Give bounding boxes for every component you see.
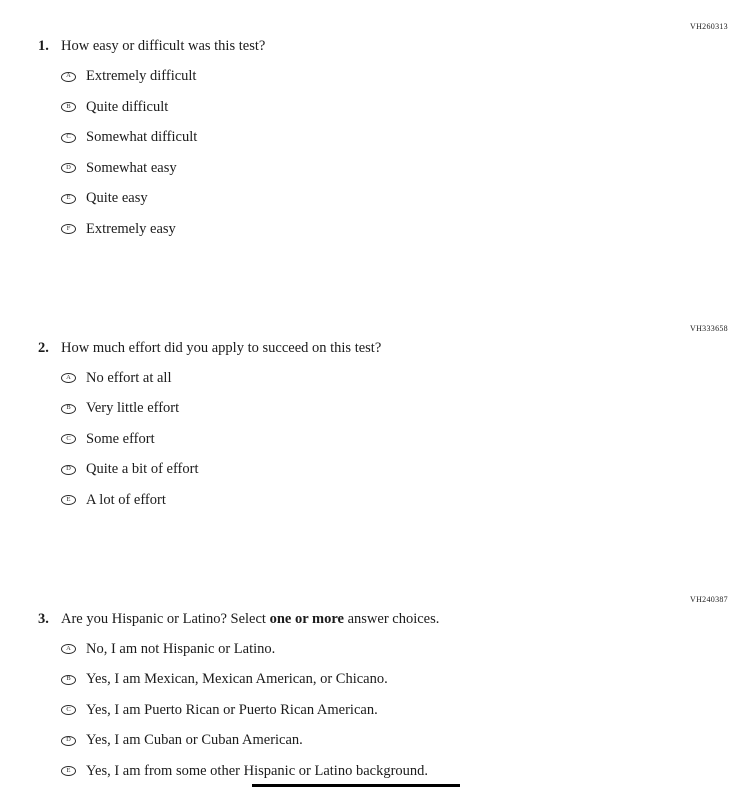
answer-bubble-icon[interactable]: A	[61, 72, 76, 82]
options-list	[61, 370, 728, 509]
answer-bubble-icon[interactable]: B	[61, 675, 76, 685]
answer-bubble-icon[interactable]: D	[61, 736, 76, 746]
answer-bubble-icon[interactable]: B	[61, 102, 76, 112]
answer-option[interactable]	[61, 431, 728, 448]
answer-bubble-icon[interactable]: D	[61, 163, 76, 173]
answer-option[interactable]	[61, 68, 728, 85]
answer-option[interactable]	[61, 99, 728, 116]
answer-option[interactable]	[61, 221, 728, 238]
options-list	[61, 68, 728, 238]
question-number: 3.	[38, 610, 49, 627]
question-text: How easy or difficult was this test?	[61, 38, 266, 54]
answer-bubble-icon[interactable]: B	[61, 404, 76, 414]
option-label: Somewhat easy	[86, 159, 177, 176]
question-line	[38, 611, 728, 628]
answer-option[interactable]	[61, 702, 728, 719]
option-label: Yes, I am Puerto Rican or Puerto Rican American.	[86, 701, 378, 718]
answer-option[interactable]	[61, 732, 728, 749]
answer-option[interactable]	[61, 190, 728, 207]
question-code: VH333658	[690, 323, 728, 333]
option-label: Extremely difficult	[86, 68, 197, 84]
option-label: Yes, I am Mexican, Mexican American, or Chicano.	[86, 671, 388, 687]
question-code: VH260313	[690, 22, 728, 31]
answer-option[interactable]	[61, 370, 728, 387]
option-label: Quite a bit of effort	[86, 461, 199, 477]
question-block-2	[38, 324, 728, 509]
question-number: 1.	[38, 38, 49, 54]
answer-option[interactable]	[61, 400, 728, 417]
answer-bubble-icon[interactable]: C	[61, 133, 76, 143]
question-line	[38, 38, 728, 55]
option-label: Yes, I am Cuban or Cuban American.	[86, 732, 303, 748]
option-label: Very little effort	[86, 400, 180, 416]
option-label: No effort at all	[86, 369, 172, 386]
option-label: Quite difficult	[86, 98, 169, 115]
option-label: Some effort	[86, 430, 155, 447]
option-label: Somewhat difficult	[86, 129, 198, 145]
option-label: No, I am not Hispanic or Latino.	[86, 640, 276, 657]
question-code: VH240387	[690, 594, 728, 604]
option-label: Extremely easy	[86, 220, 176, 237]
answer-bubble-icon[interactable]: E	[61, 766, 76, 776]
question-text: Are you Hispanic or Latino? Select one or more answer choices.	[61, 610, 440, 627]
answer-option[interactable]	[61, 160, 728, 177]
answer-option[interactable]	[61, 641, 728, 658]
option-label: Quite easy	[86, 190, 148, 206]
answer-option[interactable]	[61, 492, 728, 509]
question-line	[38, 340, 728, 357]
question-text: How much effort did you apply to succeed on this test?	[61, 339, 382, 356]
answer-option[interactable]	[61, 129, 728, 146]
answer-bubble-icon[interactable]: C	[61, 434, 76, 444]
options-list	[61, 641, 728, 780]
option-label: A lot of effort	[86, 491, 166, 508]
answer-option[interactable]	[61, 461, 728, 478]
answer-bubble-icon[interactable]: C	[61, 705, 76, 715]
question-number: 2.	[38, 339, 49, 356]
question-block-3	[38, 595, 728, 780]
option-label: Yes, I am from some other Hispanic or Latino background.	[86, 762, 429, 779]
answer-option[interactable]	[61, 763, 728, 780]
answer-bubble-icon[interactable]: E	[61, 194, 76, 204]
answer-bubble-icon[interactable]: A	[61, 644, 76, 654]
answer-bubble-icon[interactable]: E	[61, 495, 76, 505]
answer-bubble-icon[interactable]: F	[61, 224, 76, 234]
answer-option[interactable]	[61, 671, 728, 688]
question-block-1	[38, 22, 728, 238]
answer-bubble-icon[interactable]: D	[61, 465, 76, 475]
answer-bubble-icon[interactable]: A	[61, 373, 76, 383]
